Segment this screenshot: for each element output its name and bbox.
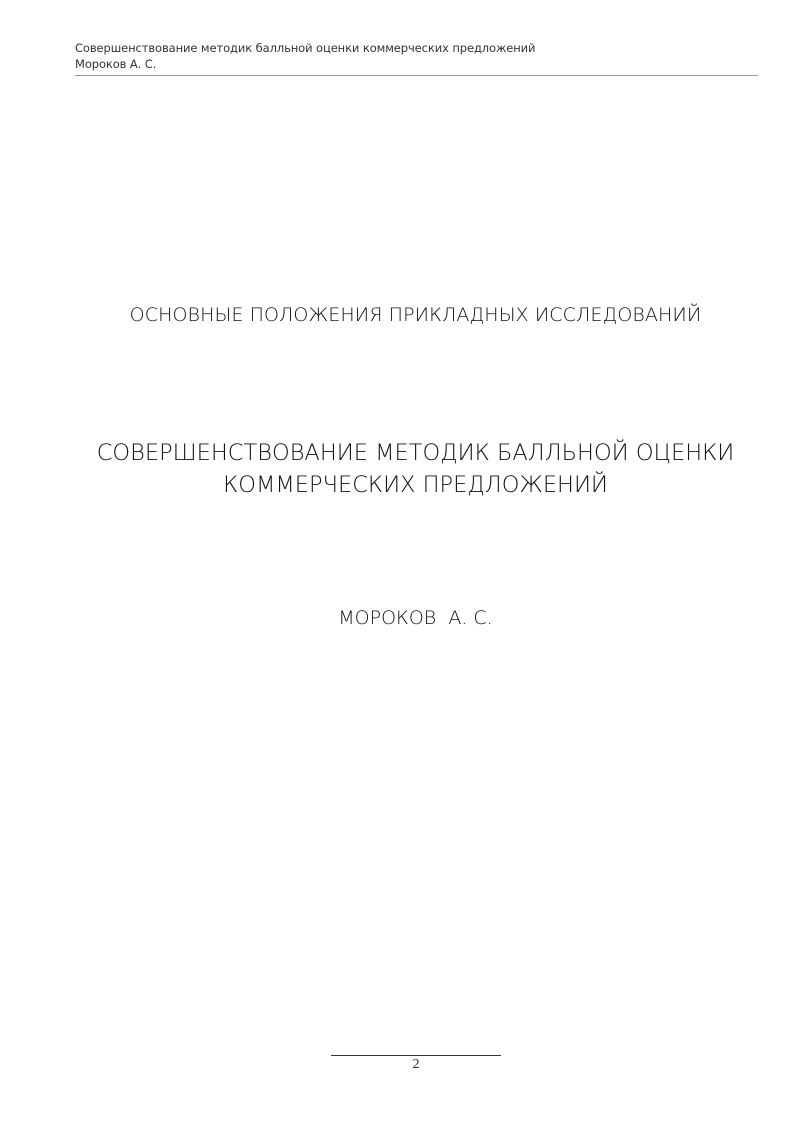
header-divider <box>75 75 758 76</box>
running-header <box>75 40 758 72</box>
footer-divider <box>331 1055 501 1056</box>
document-title-line-2: КОММЕРЧЕСКИХ ПРЕДЛОЖЕНИЙ <box>223 472 608 498</box>
author-name: МОРОКОВ А. С. <box>338 607 493 629</box>
header-document-title: Совершенствование методик балльной оценки коммерческих предложений <box>75 41 536 55</box>
page-number: 2 <box>412 1057 420 1072</box>
document-title <box>0 437 793 501</box>
header-author: Мороков А. С. <box>75 57 157 71</box>
document-title-line-1: СОВЕРШЕНСТВОВАНИЕ МЕТОДИК БАЛЛЬНОЙ ОЦЕНКИ <box>96 440 735 466</box>
section-heading: ОСНОВНЫЕ ПОЛОЖЕНИЯ ПРИКЛАДНЫХ ИССЛЕДОВАНИЙ <box>129 304 702 326</box>
